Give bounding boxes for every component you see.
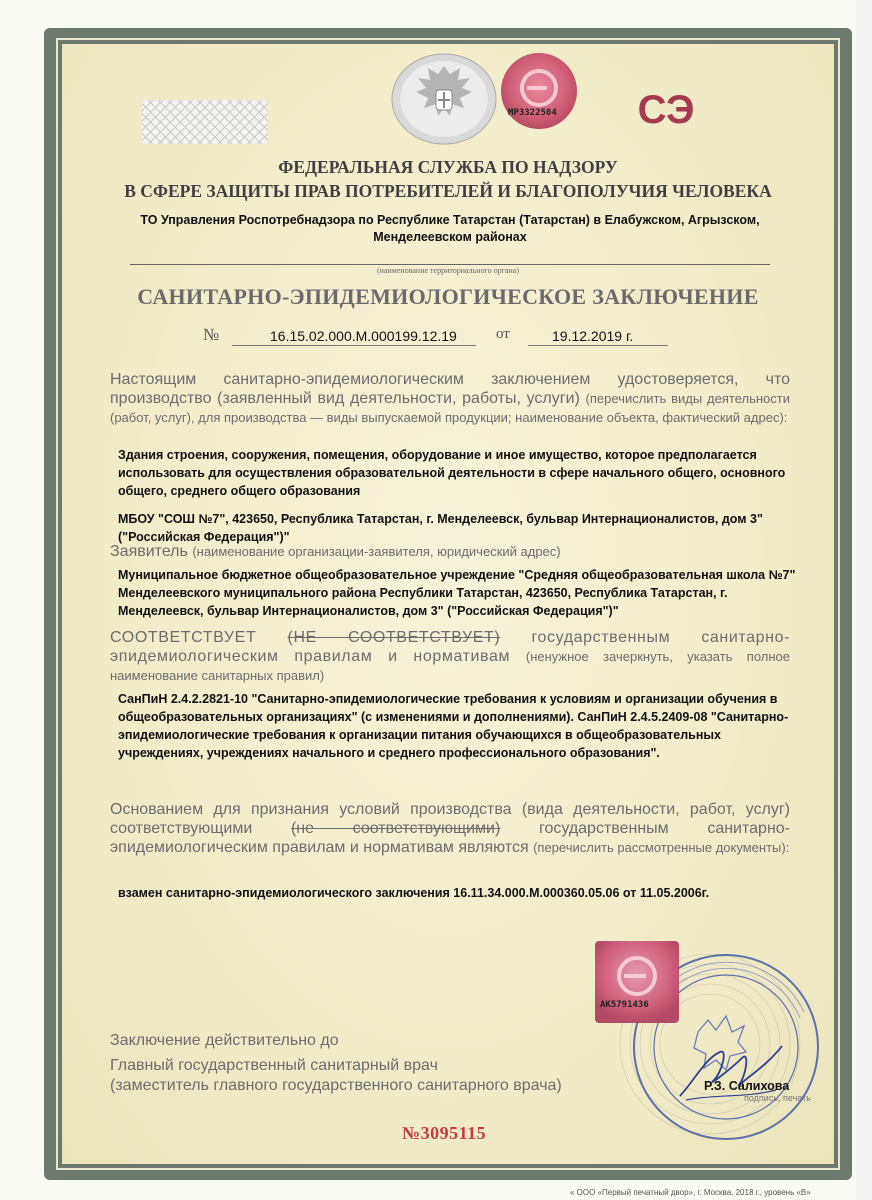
certifies-text: [110, 370, 790, 427]
blank-serial-number: №3095115: [402, 1123, 487, 1143]
hologram-number: МР3322504: [508, 108, 557, 118]
applicant-label: Заявитель: [110, 543, 188, 560]
conformity-text: [110, 628, 790, 685]
certificate-number: 16.15.02.000.М.000199.12.19: [270, 328, 457, 344]
basis-documents: взамен санитарно-эпидемиологического заключения 16.11.34.000.М.000360.05.06 от 11.05.2006г.: [118, 886, 710, 900]
basis-main-b: государственным санитарно-эпидемиологическим правилам и нормативам являются: [110, 820, 790, 856]
territorial-caption: (наименование территориального органа): [377, 266, 519, 275]
conformity-main: государственным санитарно-эпидемиологическим правилам и нормативам: [110, 629, 791, 665]
valid-until: Заключение действительно до: [110, 1032, 339, 1049]
certifies-hint: (перечислить виды деятельности (работ, услуг), для производства — виды выпускаемой продукции; наименование объекта, фактический адрес):: [110, 391, 790, 425]
scan-margin: [856, 0, 872, 1200]
hologram-sticker-icon: [500, 52, 578, 130]
document-title: САНИТАРНО-ЭПИДЕМИОЛОГИЧЕСКОЕ ЗАКЛЮЧЕНИЕ: [137, 284, 759, 309]
object-address: МБОУ "СОШ №7", 423650, Республика Татарстан, г. Менделеевск, бульвар Интернационалистов, дом 3" ("Российская Федерация")": [118, 512, 763, 544]
number-underline: [232, 345, 476, 346]
not-complies-struck: (НЕ СООТВЕТСТВУЕТ): [287, 629, 501, 646]
applicant-line: [110, 542, 790, 561]
eagle-emblem-icon: [390, 52, 498, 146]
hologram-sticker-icon-2: [594, 940, 680, 1024]
se-mark-logo-icon: [626, 88, 706, 130]
territorial-underline: [130, 264, 770, 265]
certified-object: Здания строения, сооружения, помещения, оборудование и иное имущество, которое предполагается использовать для осуществления образовательной деятельности в сфере начального общего, основного общего, среднего общего образования: [118, 448, 786, 498]
date-underline: [528, 345, 668, 346]
signature-caption: подпись, печать: [744, 1093, 811, 1103]
deputy-doctor: (заместитель главного государственного санитарного врача): [110, 1077, 562, 1094]
security-grid-pattern: [142, 100, 268, 144]
basis-struck: (не соответствующими): [290, 820, 501, 837]
territorial-body: ТО Управления Роспотребнадзора по Республике Татарстан (Татарстан) в Елабужском, Агрызском, Менделеевском районах: [140, 213, 760, 244]
chief-doctor: Главный государственный санитарный врач: [110, 1057, 438, 1074]
agency-title-line2: В СФЕРЕ ЗАЩИТЫ ПРАВ ПОТРЕБИТЕЛЕЙ И БЛАГОПОЛУЧИЯ ЧЕЛОВЕКА: [124, 181, 772, 201]
basis-hint: (перечислить рассмотренные документы):: [533, 840, 790, 855]
certifies-main: Настоящим санитарно-эпидемиологическим заключением удостоверяется, что производство (заявленный вид деятельности, работы, услуги): [110, 371, 790, 407]
conformity-hint: (ненужное зачеркнуть, указать полное наименование санитарных правил): [110, 649, 790, 683]
signer-name: Р.З. Салихова: [704, 1079, 790, 1093]
printer-note: « ООО «Первый печатный двор», г. Москва, 2018 г., уровень «В»: [570, 1188, 811, 1197]
from-label: от: [496, 326, 510, 342]
complies-word: СООТВЕТСТВУЕТ: [110, 629, 257, 646]
sanitary-rules: СанПиН 2.4.2.2821-10 "Санитарно-эпидемиологические требования к условиям и организации обучения в общеобразовательных организациях" (с изменениями и дополнениями). СанПиН 2.4.5.2409-08 "Санитарно-эпидемиологические требования к организации питания обучающихся в общеобразовательных учреждениях, учреждениях начального и среднего профессионального образования".: [118, 692, 789, 760]
applicant-hint: (наименование организации-заявителя, юридический адрес): [192, 544, 561, 559]
basis-main-a: Основанием для признания условий производства (вида деятельности, работ, услуг) соответствующими: [110, 801, 790, 837]
applicant-value: Муниципальное бюджетное общеобразовательное учреждение "Средняя общеобразовательная школа №7" Менделеевского муниципального района Республики Татарстан, 423650, Республика Татарстан, г. Менделеевск, бульвар Интернационалистов, дом 3" ("Российская Федерация")": [118, 568, 796, 618]
agency-title-line1: ФЕДЕРАЛЬНАЯ СЛУЖБА ПО НАДЗОРУ: [278, 157, 618, 177]
certificate-date: 19.12.2019 г.: [552, 328, 634, 344]
se-logo-text: СЭ: [637, 88, 695, 130]
number-sign: №: [203, 325, 220, 344]
hologram-number-2: АК5791436: [600, 1000, 649, 1010]
basis-text: [110, 800, 790, 857]
